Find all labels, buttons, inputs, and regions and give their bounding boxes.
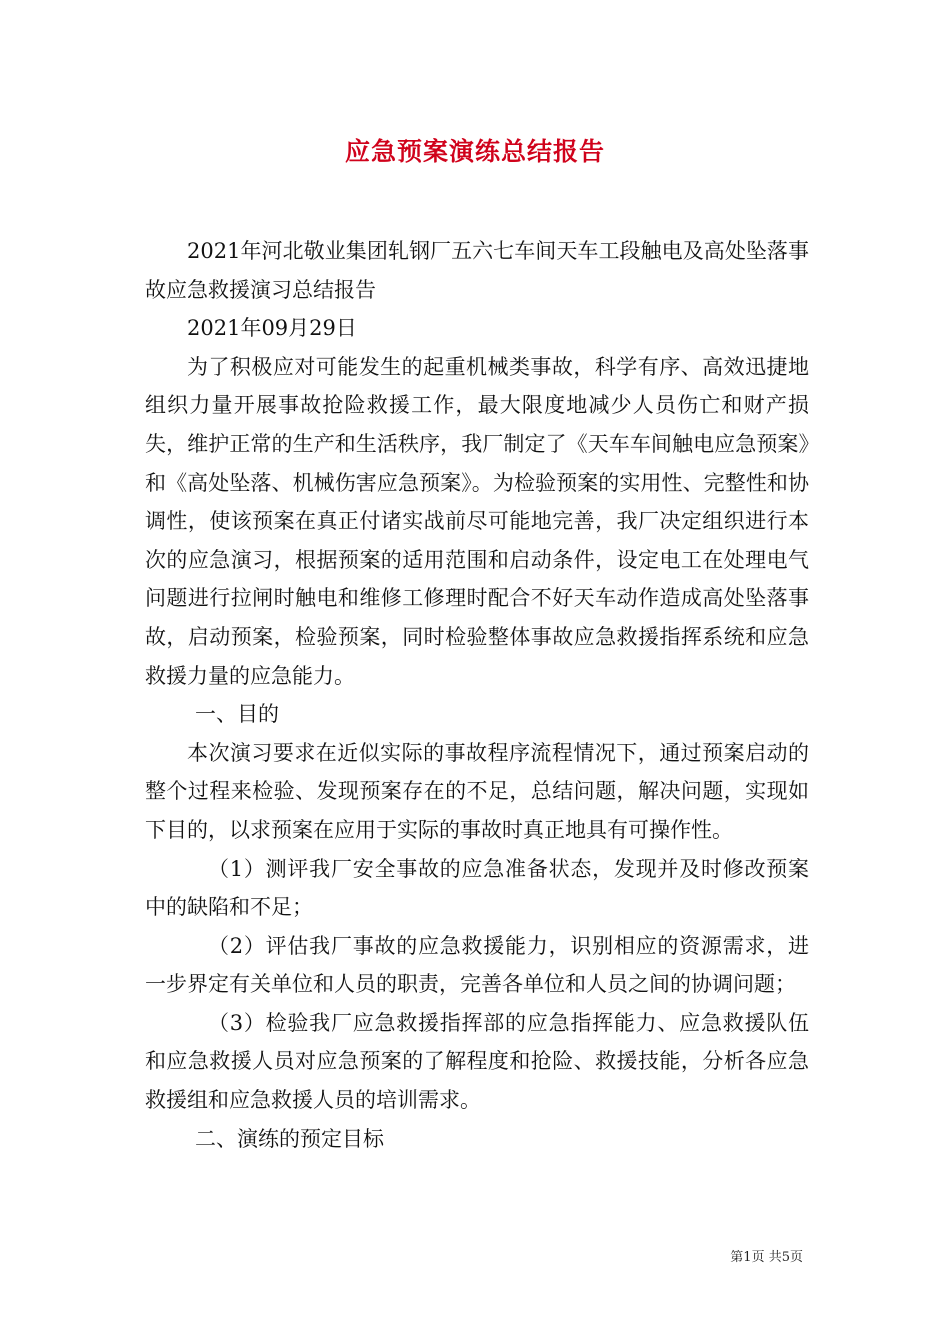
section-heading-purpose: 一、目的: [195, 702, 279, 727]
footer-page-number: 1: [743, 1250, 752, 1265]
intro-paragraph: 为了积极应对可能发生的起重机械类事故，科学有序、高效迅捷地组织力量开展事故抢险救援工作，最大限度地减少人员伤亡和财产损失，维护正常的生产和生活秩序，我厂制定了《天车车间触电应急预案》和《高处坠落、机械伤害应急预案》。为检验预案的实用性、完整性和协调性，使该预案在真正付诸实战前尽可能地完善，我厂决定组织进行本次的应急演习，根据预案的适用范围和启动条件，设定电工在处理电气问题进行拉闸时触电和维修工修理时配合不好天车动作造成高处坠落事故，启动预案，检验预案，同时检验整体事故应急救援指挥系统和应急救援力量的应急能力。: [145, 354, 809, 688]
purpose-paragraph: 本次演习要求在近似实际的事故程序流程情况下，通过预案启动的整个过程来检验、发现预案存在的不足，总结问题，解决问题，实现如下目的，以求预案在应用于实际的事故时真正地具有可操作性。: [145, 740, 809, 842]
page-number-footer: [730, 1246, 803, 1265]
footer-middle: 页 共: [751, 1250, 782, 1265]
document-title: 应急预案演练总结报告: [344, 137, 605, 166]
purpose-item-1: （1）测评我厂安全事故的应急准备状态，发现并及时修改预案中的缺陷和不足；: [145, 856, 809, 920]
footer-suffix: 页: [789, 1250, 803, 1265]
footer-prefix: 第: [730, 1250, 744, 1265]
footer-total-pages: 5: [781, 1250, 790, 1265]
document-body: [145, 232, 809, 1158]
purpose-item-2: （2）评估我厂事故的应急救援能力，识别相应的资源需求，进一步界定有关单位和人员的职责，完善各单位和人员之间的协调问题；: [145, 933, 809, 997]
report-subject: 2021年河北敬业集团轧钢厂五六七车间天车工段触电及高处坠落事故应急救援演习总结报告: [145, 239, 809, 302]
section-heading-goals: 二、演练的预定目标: [195, 1126, 384, 1151]
purpose-item-3: （3）检验我厂应急救援指挥部的应急指挥能力、应急救援队伍和应急救援人员对应急预案的了解程度和抢险、救援技能，分析各应急救援组和应急救援人员的培训需求。: [145, 1010, 809, 1113]
report-date: 2021年09月29日: [187, 316, 357, 341]
